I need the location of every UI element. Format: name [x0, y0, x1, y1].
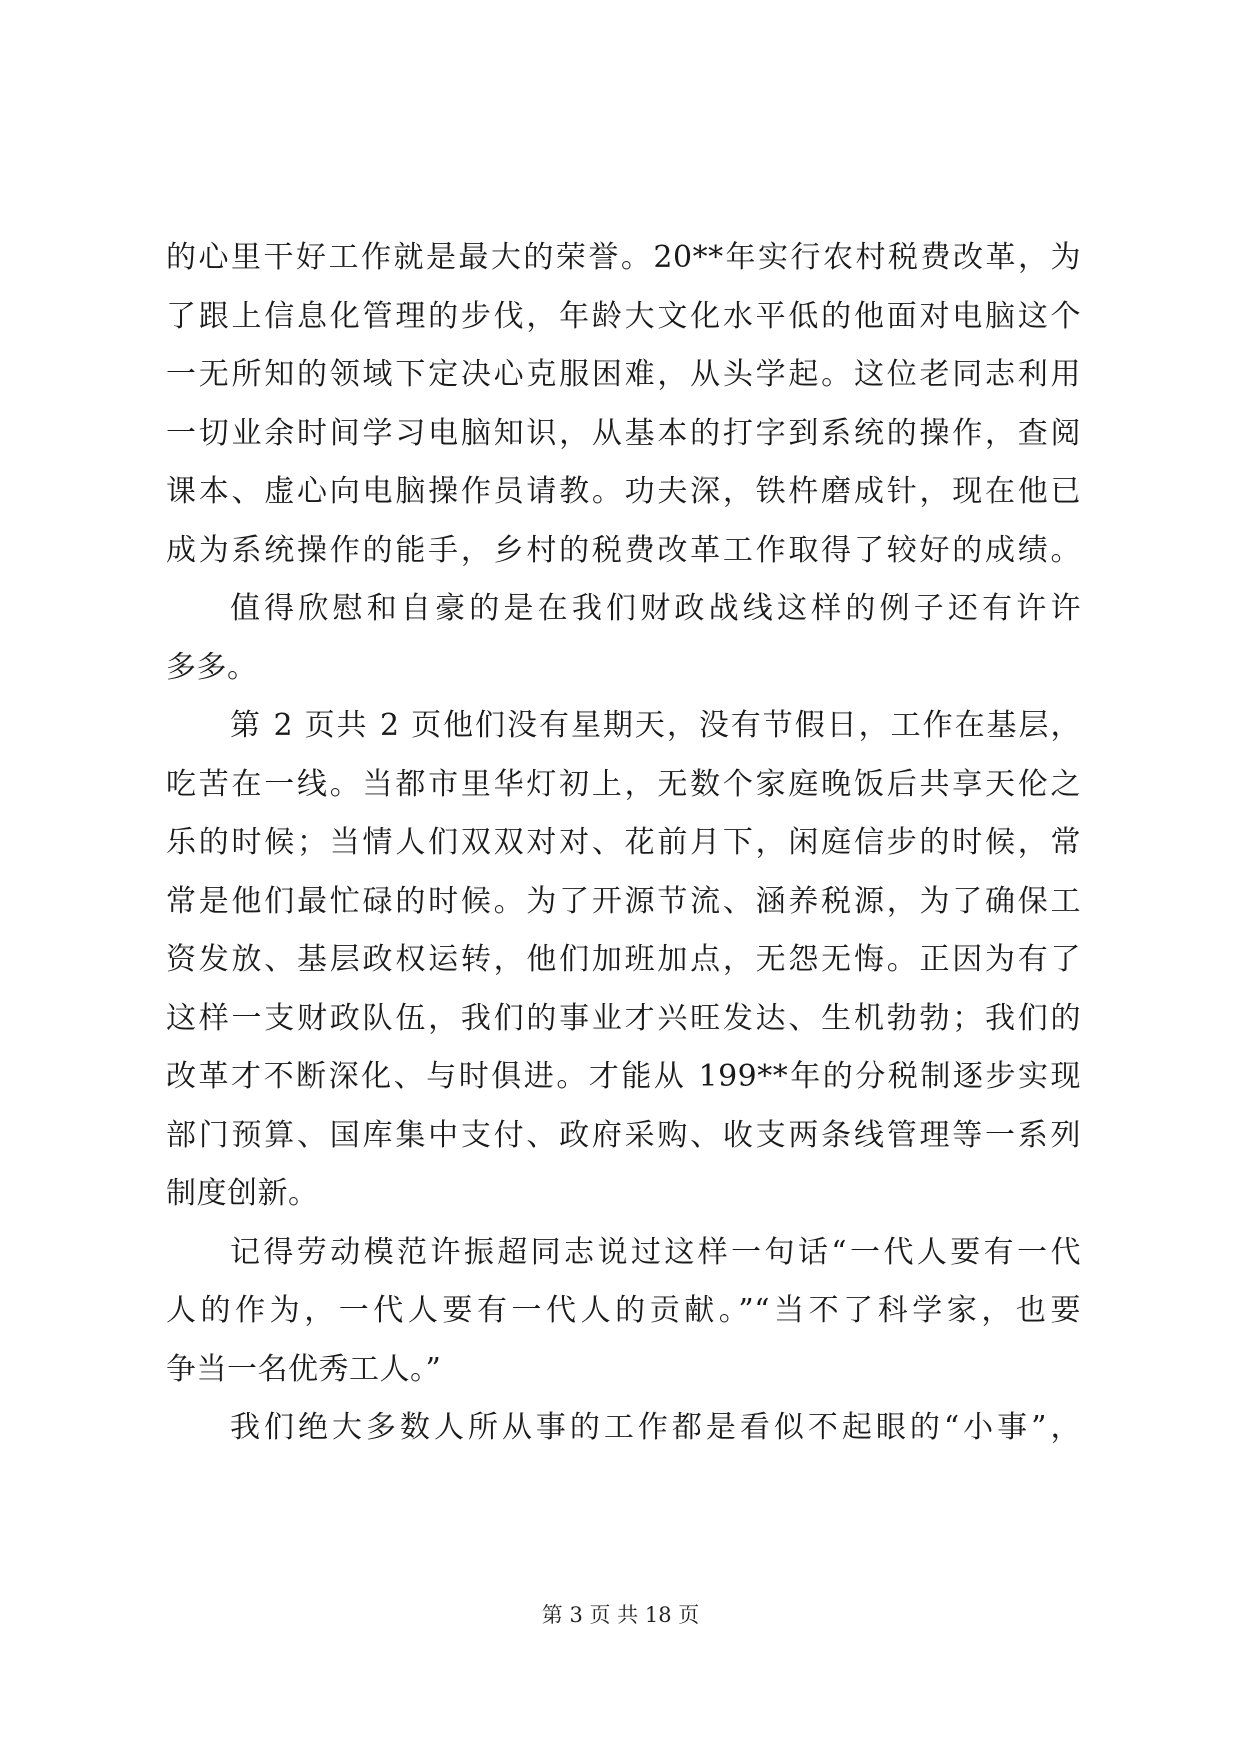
text-line: 一无所知的领域下定决心克服困难，从头学起。这位老同志利用 [166, 357, 1081, 392]
text-line: 了跟上信息化管理的步伐，年龄大文化水平低的他面对电脑这个 [166, 298, 1081, 334]
text-line: 资发放、基层政权运转，他们加班加点，无怨无悔。正因为有了 [166, 942, 1081, 977]
page-footer [0, 1600, 1241, 1630]
text-line: 部门预算、国库集中支付、政府采购、收支两条线管理等一系列 [166, 1117, 1081, 1153]
text-line: 改革才不断深化、与时俱进。才能从 199**年的分税制逐步实现 [166, 1059, 1081, 1094]
page-number-label: 第 3 页 共 18 页 [541, 1603, 700, 1627]
text-line: 乐的时候；当情人们双双对对、花前月下，闲庭信步的时候，常 [166, 825, 1081, 860]
paragraph-first-line: 记得劳动模范许振超同志说过这样一句话“一代人要有一代 [230, 1234, 1081, 1270]
text-line: 多多。 [166, 649, 258, 685]
text-line: 的心里干好工作就是最大的荣誉。20**年实行农村税费改革，为 [166, 240, 1081, 275]
text-line: 成为系统操作的能手，乡村的税费改革工作取得了较好的成绩。 [166, 532, 1081, 568]
document-body [166, 229, 1081, 1458]
paragraph-first-line: 第 2 页共 2 页他们没有星期天，没有节假日，工作在基层， [230, 708, 1081, 743]
text-line: 吃苦在一线。当都市里华灯初上，无数个家庭晚饭后共享天伦之 [166, 766, 1081, 802]
paragraph-first-line: 值得欣慰和自豪的是在我们财政战线这样的例子还有许许 [230, 591, 1081, 626]
text-line: 争当一名优秀工人。” [166, 1351, 442, 1387]
paragraph-first-line: 我们绝大多数人所从事的工作都是看似不起眼的“小事”， [230, 1410, 1081, 1445]
text-line: 课本、虚心向电脑操作员请教。功夫深，铁杵磨成针，现在他已 [166, 474, 1081, 509]
text-line: 一切业余时间学习电脑知识，从基本的打字到系统的操作，查阅 [166, 415, 1081, 451]
text-line: 这样一支财政队伍，我们的事业才兴旺发达、生机勃勃；我们的 [166, 1000, 1081, 1036]
text-line: 常是他们最忙碌的时候。为了开源节流、涵养税源，为了确保工 [166, 883, 1081, 919]
text-line: 人的作为，一代人要有一代人的贡献。”“当不了科学家，也要 [166, 1293, 1081, 1328]
text-line: 制度创新。 [166, 1176, 319, 1211]
